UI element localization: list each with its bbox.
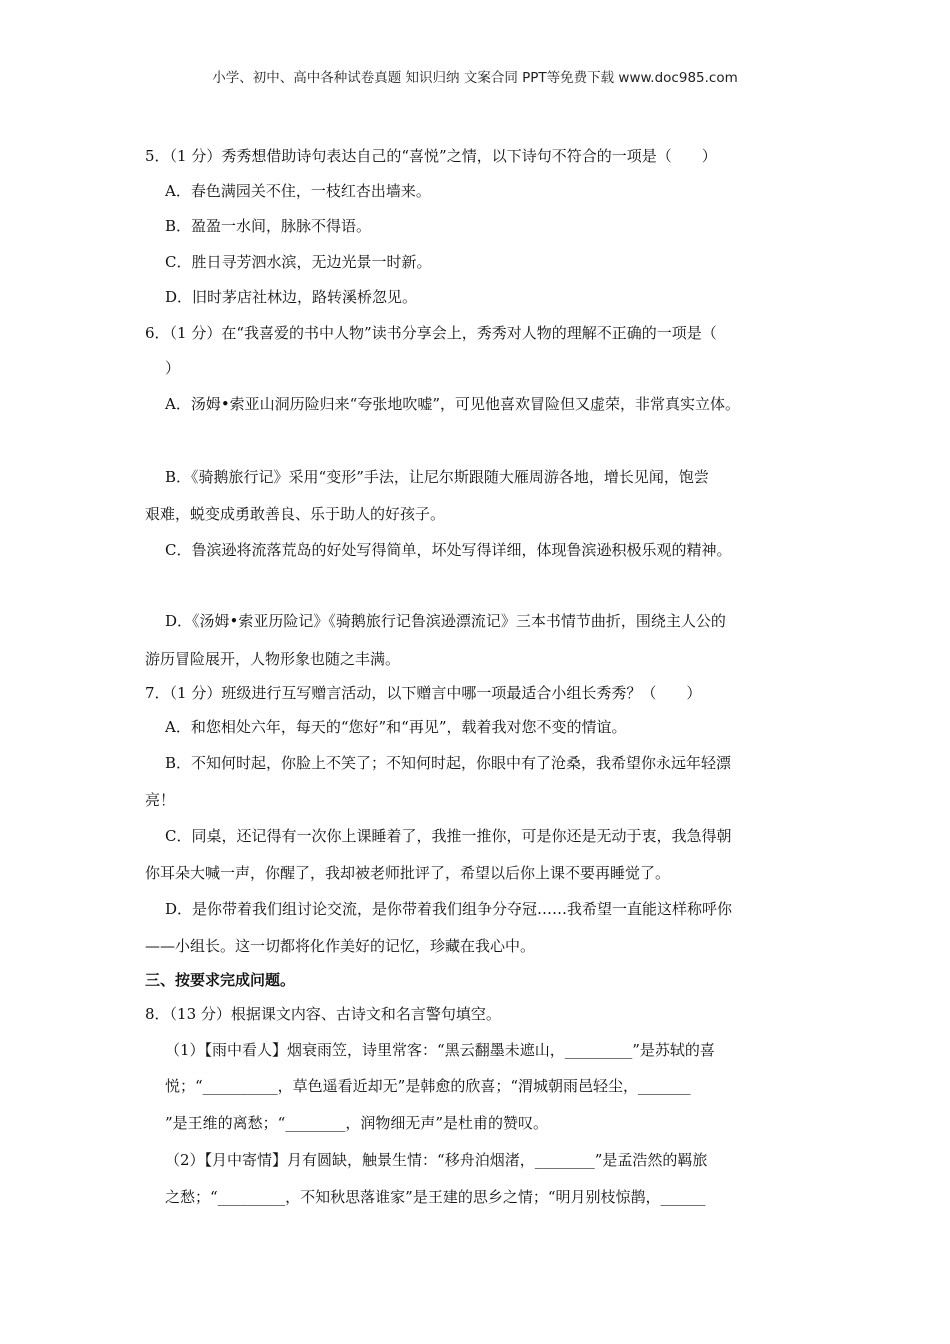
question-5-option-a: A．春色满园关不住，一枝红杏出墙来。 [165, 182, 431, 200]
question-7-option-c-cont: 你耳朵大喊一声，你醒了，我却被老师批评了，希望以后你上课不要再睡觉了。 [145, 864, 671, 882]
question-8-part-1-cont-1: 悦；“__________，草色遥看近却无”是韩愈的欣喜；“渭城朝雨邑轻尘，_______ [165, 1077, 691, 1095]
question-7-option-d-cont: ——小组长。这一切都将化作美好的记忆，珍藏在我心中。 [145, 937, 536, 955]
question-7-option-b: B．不知何时起，你脸上不笑了；不知何时起，你眼中有了沧桑，我希望你永远年轻漂 [165, 754, 732, 772]
question-8-part-2-cont: 之愁；“_________，不知秋思落谁家”是王建的思乡之情；“明月别枝惊鹊，______ [165, 1188, 706, 1206]
question-7-stem: 7．（1 分）班级进行互写赠言活动，以下赠言中哪一项最适合小组长秀秀？（ ） [145, 684, 702, 702]
question-7-option-d: D．是你带着我们组讨论交流，是你带着我们组争分夺冠……我希望一直能这样称呼你 [165, 900, 733, 918]
question-6-option-b: B．《骑鹅旅行记》采用“变形”手法，让尼尔斯跟随大雁周游各地，增长见闻，饱尝 [165, 468, 709, 486]
question-7-option-b-cont: 亮！ [145, 791, 176, 809]
page-header-banner: 小学、初中、高中各种试卷真题 知识归纳 文案合同 PPT等免费下载 www.doc985.com [212, 70, 738, 86]
question-6-option-d: D．《汤姆•索亚历险记》《骑鹅旅行记鲁滨逊漂流记》三本书情节曲折，围绕主人公的 [165, 612, 726, 630]
question-8-part-2: （2）【月中寄情】月有圆缺，触景生情：“移舟泊烟渚，________”是孟浩然的羁旅 [165, 1151, 708, 1169]
question-5-option-c: C．胜日寻芳泗水滨，无边光景一时新。 [165, 253, 432, 271]
question-6-option-d-cont: 游历冒险展开，人物形象也随之丰满。 [145, 650, 401, 668]
question-6-stem-end: ） [165, 359, 181, 377]
question-6-option-c: C．鲁滨逊将流落荒岛的好处写得简单，坏处写得详细，体现鲁滨逊积极乐观的精神。 [165, 541, 732, 559]
question-8-part-1: （1）【雨中看人】烟衰雨笠，诗里常客：“黑云翻墨未遮山，_________”是苏轼的喜 [165, 1041, 715, 1059]
question-7-option-c: C．同桌，还记得有一次你上课睡着了，我推一推你，可是你还是无动于衷，我急得朝 [165, 827, 732, 845]
question-8-part-1-cont-2: ”是王维的离愁；“________，润物细无声”是杜甫的赞叹。 [165, 1114, 549, 1132]
question-8-stem: 8．（13 分）根据课文内容、古诗文和名言警句填空。 [145, 1005, 501, 1023]
question-7-option-a: A．和您相处六年，每天的“您好”和“再见”，载着我对您不变的情谊。 [165, 718, 627, 736]
question-5-option-d: D．旧时茅店社林边，路转溪桥忽见。 [165, 288, 418, 306]
question-6-stem: 6．（1 分）在“我喜爱的书中人物”读书分享会上，秀秀对人物的理解不正确的一项是（ [145, 324, 717, 342]
question-6-option-b-cont: 艰难，蜕变成勇敢善良、乐于助人的好孩子。 [145, 505, 446, 523]
question-6-option-a: A．汤姆•索亚山洞历险归来“夸张地吹嘘”，可见他喜欢冒险但又虚荣，非常真实立体。 [165, 395, 741, 413]
question-5-option-b: B．盈盈一水间，脉脉不得语。 [165, 217, 372, 235]
question-5-stem: 5．（1 分）秀秀想借助诗句表达自己的“喜悦”之情，以下诗句不符合的一项是（ ） [145, 147, 717, 165]
section-3-heading: 三、按要求完成问题。 [145, 971, 296, 989]
